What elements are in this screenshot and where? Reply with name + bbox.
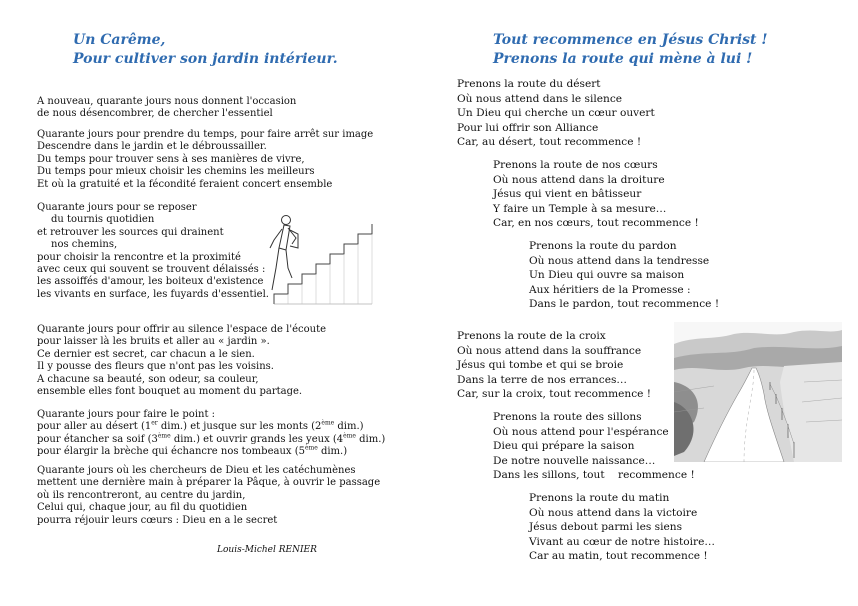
text-line: Un Dieu qui ouvre sa maison <box>529 269 685 282</box>
left-title-line-1: Un Carême, <box>73 32 166 48</box>
text-line: Où nous attend dans la droiture <box>493 173 665 186</box>
text-line: Où nous attend dans la victoire <box>529 506 698 519</box>
text-line: les vivants en surface, les fuyards d'essentiel. <box>37 288 269 300</box>
left-title-line-2: Pour cultiver son jardin intérieur. <box>73 51 338 67</box>
stanza-2 <box>493 158 699 231</box>
text-line: et retrouver les sources qui drainent <box>37 226 224 238</box>
text-line: Quarante jours pour offrir au silence l'espace de l'écoute <box>37 324 327 335</box>
text-part: dim.) <box>334 421 364 433</box>
text-line: Car, en nos cœurs, tout recommence ! <box>493 217 699 230</box>
text-part: pour étancher sa soif (3 <box>37 433 158 445</box>
stairs-climber-illustration <box>262 212 392 312</box>
stanza-5 <box>493 410 695 483</box>
text-line: Car, au désert, tout recommence ! <box>457 136 642 149</box>
superscript: ème <box>157 432 171 440</box>
superscript: er <box>151 420 158 428</box>
text-line: Où nous attend dans la souffrance <box>457 344 642 357</box>
text-line: du tournis quotidien <box>51 214 155 226</box>
right-title <box>493 31 768 69</box>
stanza-3 <box>529 239 719 312</box>
text-line: Où nous attend dans le silence <box>457 92 623 105</box>
text-line: Prenons la route du pardon <box>529 240 677 252</box>
text-line: avec ceux qui souvent se trouvent délaissés : <box>37 264 266 276</box>
text-line: Un Dieu qui cherche un cœur ouvert <box>457 107 655 120</box>
text-line: Où nous attend dans la tendresse <box>529 254 710 267</box>
text-line: Du temps pour trouver sens à ses manières de vivre, <box>37 153 305 165</box>
text-part: dim.) et ouvrir grands les yeux (4 <box>170 433 344 445</box>
text-line: où ils rencontreront, au centre du jardin, <box>37 489 246 501</box>
right-title-line-1: Tout recommence en Jésus Christ ! <box>493 32 768 48</box>
superscript: ème <box>343 432 356 440</box>
paragraph-2 <box>37 202 269 301</box>
text-line: Et où la gratuité et la fécondité feraient concert ensemble <box>37 178 333 190</box>
right-title-line-2: Prenons la route qui mène à lui ! <box>493 51 753 67</box>
text-line <box>37 421 385 433</box>
text-line: Y faire un Temple à sa mesure… <box>493 202 667 215</box>
text-line: nos chemins, <box>51 239 118 251</box>
text-line: Car, sur la croix, tout recommence ! <box>457 388 652 401</box>
text-line: Prenons la route du désert <box>457 78 601 90</box>
paragraph-4 <box>37 409 385 459</box>
text-line: A nouveau, quarante jours nous donnent l'occasion <box>37 96 297 107</box>
text-line: Prenons la route du matin <box>529 492 670 504</box>
text-line: Du temps pour mieux choisir les chemins les meilleurs <box>37 166 315 178</box>
intro-paragraph <box>37 96 296 121</box>
superscript: ème <box>304 444 318 452</box>
text-line: Dans le pardon, tout recommence ! <box>529 298 720 311</box>
text-line: Car au matin, tout recommence ! <box>529 550 708 563</box>
text-part: pour aller au désert (1 <box>37 421 152 433</box>
text-line: Jésus qui vient en bâtisseur <box>493 188 642 201</box>
paragraph-1 <box>37 129 373 191</box>
text-line: de nous désencombrer, de chercher l'essentiel <box>37 108 273 120</box>
text-line: Prenons la route des sillons <box>493 411 642 423</box>
text-line: Quarante jours pour prendre du temps, pour faire arrêt sur image <box>37 129 374 140</box>
text-line: Descendre dans le jardin et le débroussailler. <box>37 141 267 153</box>
stanza-1 <box>457 77 655 150</box>
superscript: ème <box>321 420 335 428</box>
text-line: Ce dernier est secret, car chacun a le sien. <box>37 348 255 360</box>
text-line: Quarante jours pour faire le point : <box>37 409 216 420</box>
text-line: Celui qui, chaque jour, au fil du quotidien <box>37 502 248 514</box>
text-line: De notre nouvelle naissance… <box>493 454 656 467</box>
text-line: les assoiffés d'amour, les boiteux d'existence <box>37 276 264 288</box>
text-line: Quarante jours pour se reposer <box>37 202 197 213</box>
text-line: Dans la terre de nos errances… <box>457 373 627 386</box>
text-line: Prenons la route de nos cœurs <box>493 159 658 171</box>
text-line: Dans les sillons, tout recommence ! <box>493 469 695 482</box>
text-line: Pour lui offrir son Alliance <box>457 121 599 134</box>
text-line: Dieu qui prépare la saison <box>493 440 635 453</box>
text-line: pour laisser là les bruits et aller au « jardin ». <box>37 336 270 348</box>
text-part: pour élargir la brèche qui échancre nos tombeaux (5 <box>37 446 305 458</box>
paragraph-3 <box>37 324 326 398</box>
text-line: Où nous attend pour l'espérance <box>493 425 669 438</box>
signature: Louis-Michel RENIER <box>217 545 317 555</box>
text-line: Il y pousse des fleurs que n'ont pas les voisins. <box>37 361 274 373</box>
text-line: pour choisir la rencontre et la proximité <box>37 251 241 263</box>
text-line: mettent une dernière main à préparer la Pâque, à ouvrir le passage <box>37 477 381 489</box>
stanza-6 <box>529 491 715 564</box>
left-title <box>73 31 338 69</box>
text-line: Vivant au cœur de notre histoire… <box>529 535 715 548</box>
right-page <box>429 0 858 606</box>
text-part: dim.) et jusque sur les monts (2 <box>157 421 322 433</box>
text-line: Quarante jours où les chercheurs de Dieu et les catéchumènes <box>37 465 356 476</box>
text-line: ensemble elles font bouquet au moment du partage. <box>37 386 303 398</box>
paragraph-5 <box>37 465 380 527</box>
text-line <box>37 446 385 458</box>
text-line: A chacune sa beauté, son odeur, sa couleur, <box>37 373 259 385</box>
text-part: dim.) <box>317 446 348 458</box>
text-line: Prenons la route de la croix <box>457 330 606 342</box>
text-line: Aux héritiers de la Promesse : <box>529 283 691 296</box>
text-line: Jésus debout parmi les siens <box>529 521 683 534</box>
text-part: dim.) <box>355 433 386 445</box>
text-line <box>37 434 385 446</box>
road-landscape-illustration <box>674 322 842 462</box>
text-line: Jésus qui tombe et qui se broie <box>457 359 624 372</box>
text-line: pourra réjouir leurs cœurs : Dieu en a le secret <box>37 514 278 526</box>
stanza-4 <box>457 329 651 402</box>
